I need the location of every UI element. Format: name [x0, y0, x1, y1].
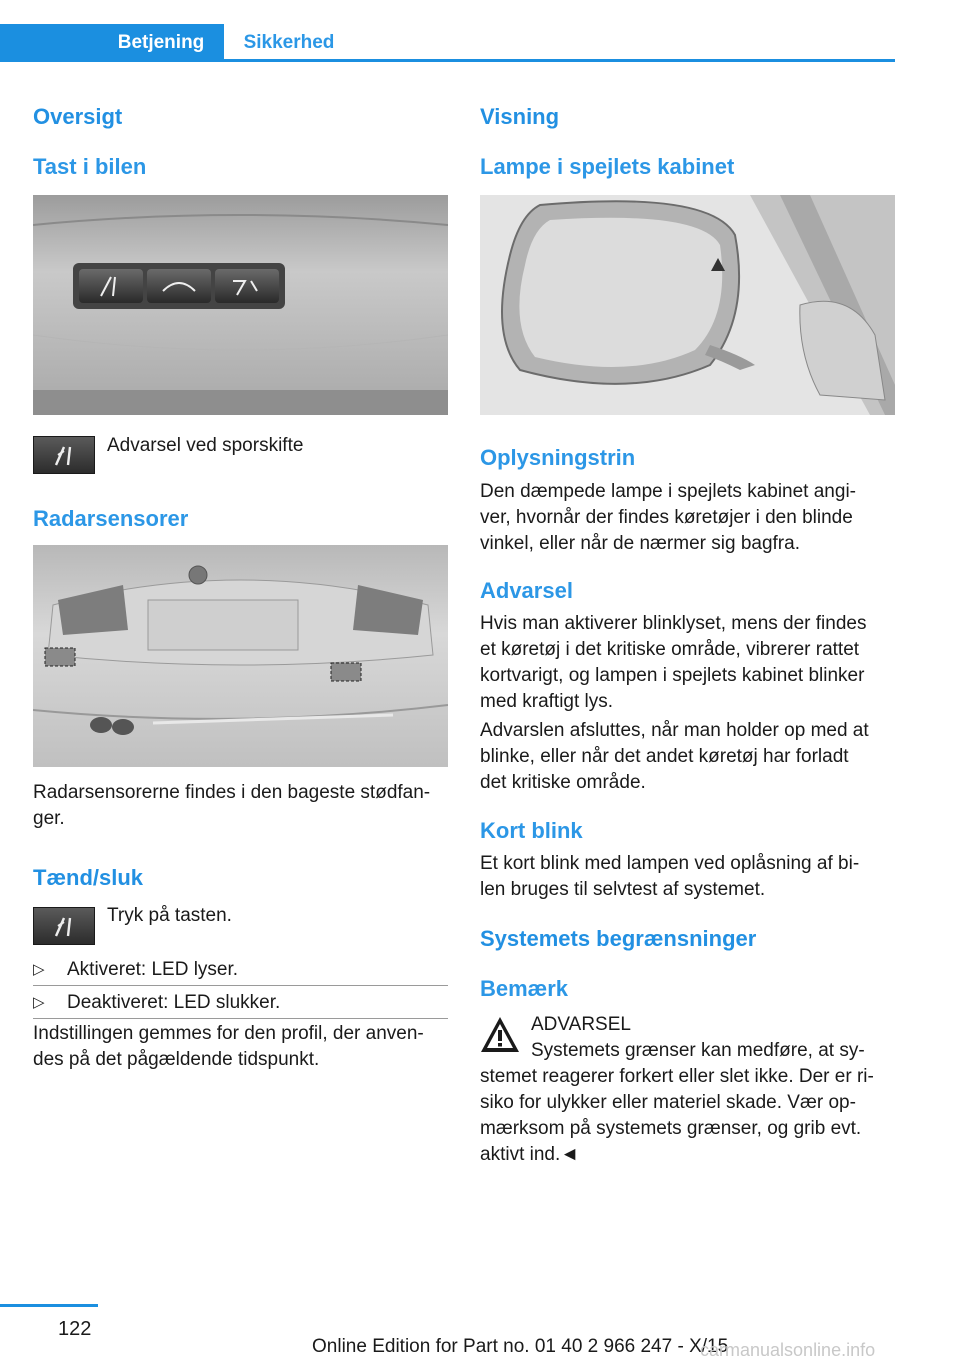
- button-panel-photo: [33, 195, 448, 415]
- tab-underline: [0, 59, 895, 62]
- info-line-1: Den dæmpede lampe i spejlets kabinet angi-: [480, 481, 856, 502]
- triangle-bullet-icon: ▷: [33, 961, 45, 978]
- info-line-3: vinkel, eller når de nærmer sig bagfra.: [480, 533, 800, 554]
- chapter-tab-bar: [0, 24, 895, 62]
- footer-accent-line: [0, 1304, 98, 1307]
- short-line-2: len bruges til selvtest af systemet.: [480, 879, 766, 900]
- bullet-divider-1: [33, 985, 448, 986]
- caution-line-1: Systemets grænser kan medføre, at sy-: [531, 1040, 865, 1061]
- caution-line-3: siko for ulykker eller materiel skade. Vær op-: [480, 1092, 856, 1113]
- heading-kort-blink: Kort blink: [480, 818, 583, 843]
- end-line-2: blinke, eller når det andet køretøj har forladt: [480, 746, 849, 767]
- settings-text-line-2: des på det pågældende tidspunkt.: [33, 1049, 320, 1070]
- triangle-bullet-icon: ▷: [33, 994, 45, 1011]
- heading-systemets-begraensninger: Systemets begrænsninger: [480, 926, 757, 951]
- press-text: Tryk på tasten.: [107, 905, 232, 926]
- online-edition-text: Online Edition for Part no. 01 40 2 966 247 - X/15: [312, 1336, 729, 1357]
- lane-change-button-icon: [33, 436, 95, 474]
- heading-lampe: Lampe i spejlets kabinet: [480, 154, 735, 179]
- heading-tast-i-bilen: Tast i bilen: [33, 154, 147, 179]
- info-line-2: ver, hvornår der findes køretøjer i den blinde: [480, 507, 853, 528]
- tab-lead-block: [0, 24, 98, 62]
- lane-change-button-icon-2: [33, 907, 95, 945]
- button-caption: Advarsel ved sporskifte: [107, 435, 304, 456]
- end-line-1: Advarslen afsluttes, når man holder op med at: [480, 720, 869, 741]
- radar-text-line-2: ger.: [33, 808, 65, 829]
- bullet-divider-2: [33, 1018, 448, 1019]
- short-line-1: Et kort blink med lampen ved oplåsning af bi-: [480, 853, 860, 874]
- page-number: 122: [58, 1318, 92, 1340]
- rear-bumper-photo: [33, 545, 448, 767]
- radar-text-line-1: Radarsensorerne findes i den bageste stødfan-: [33, 782, 431, 803]
- heading-oplysningstrin: Oplysningstrin: [480, 445, 636, 470]
- settings-text-line-1: Indstillingen gemmes for den profil, der anven-: [33, 1023, 424, 1044]
- warn-line-3: kortvarigt, og lampen i spejlets kabinet blinker: [480, 665, 865, 686]
- tab-sikkerhed[interactable]: Sikkerhed: [243, 32, 335, 53]
- warn-line-4: med kraftigt lys.: [480, 691, 614, 712]
- tab-betjening[interactable]: Betjening: [98, 24, 224, 62]
- end-line-3: det kritiske område.: [480, 772, 646, 793]
- heading-taend-sluk: Tænd/sluk: [33, 865, 144, 890]
- caution-line-2: stemet reagerer forkert eller slet ikke. Der er ri-: [480, 1066, 874, 1087]
- watermark-text: carmanualsonline.info: [700, 1340, 876, 1360]
- caution-title: ADVARSEL: [531, 1014, 631, 1035]
- heading-visning: Visning: [480, 104, 560, 129]
- heading-bemaerk: Bemærk: [480, 976, 569, 1001]
- mirror-photo: [480, 195, 895, 415]
- heading-oversigt: Oversigt: [33, 104, 123, 129]
- warn-line-1: Hvis man aktiverer blinklyset, mens der findes: [480, 613, 867, 634]
- heading-radarsensorer: Radarsensorer: [33, 506, 189, 531]
- heading-advarsel: Advarsel: [480, 578, 573, 603]
- warn-line-2: et køretøj i det kritiske område, vibrerer rattet: [480, 639, 860, 660]
- caution-line-4: mærksom på systemets grænser, og grib evt.: [480, 1118, 862, 1139]
- caution-line-5: aktivt ind.◄: [480, 1144, 580, 1165]
- warning-triangle-icon: [480, 1015, 520, 1055]
